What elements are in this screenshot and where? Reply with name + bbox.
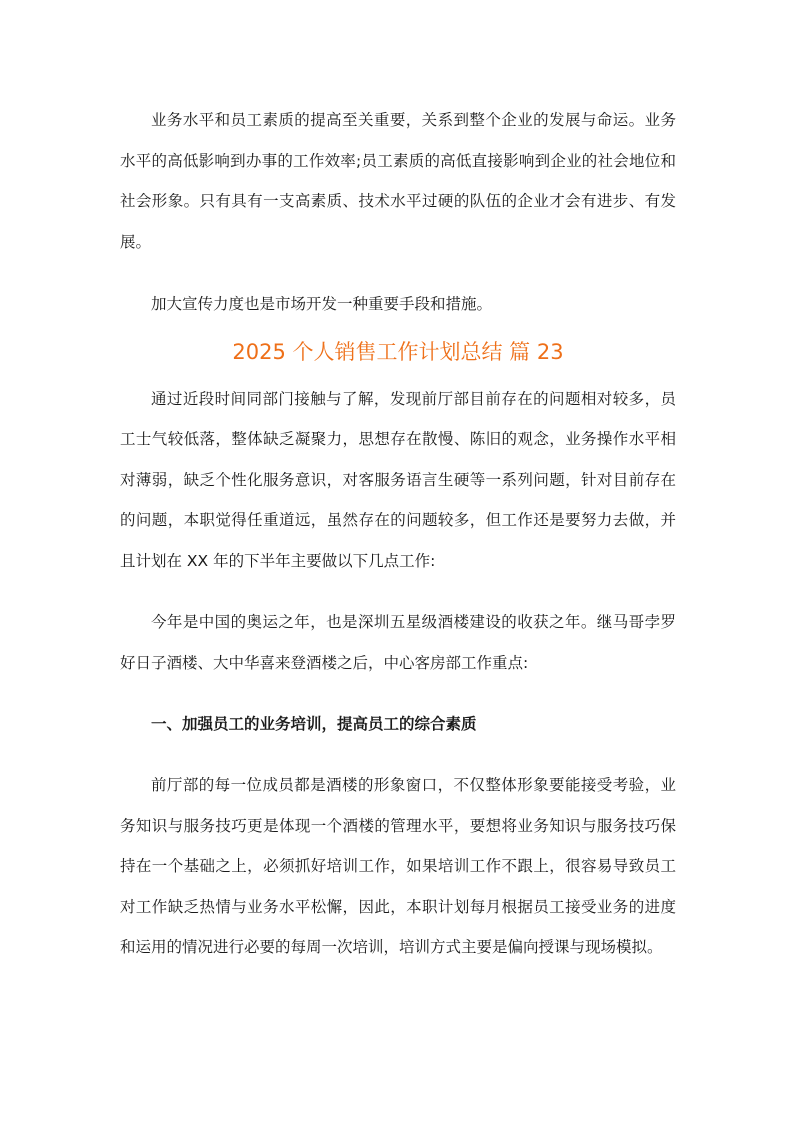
paragraph-observations: 通过近段时间同部门接触与了解，发现前厅部目前存在的问题相对较多，员工士气较低落，整体缺乏凝聚力，思想存在散慢、陈旧的观念，业务操作水平相对薄弱，缺乏个性化服务意识，对客服务语言生硬等一系列问题，针对目前存在的问题，本职觉得任重道远，虽然存在的问题较多，但工作还是要努力去做，并且计划在 XX 年的下半年主要做以下几点工作:: [120, 389, 676, 570]
subheading-training: 一、加强员工的业务培训，提高员工的综合素质: [151, 715, 477, 733]
paragraph-training: 前厅部的每一位成员都是酒楼的形象窗口，不仅整体形象要能接受考验，业务知识与服务技巧更是体现一个酒楼的管理水平，要想将业务知识与服务技巧保持在一个基础之上，必须抓好培训工作，如果培训工作不跟上，很容易导致员工对工作缺乏热情与业务水平松懈，因此，本职计划每月根据员工接受业务的进度和运用的情况进行必要的每周一次培训，培训方式主要是偏向授课与现场模拟。: [120, 776, 676, 956]
paragraph-publicity: 加大宣传力度也是市场开发一种重要手段和措施。: [151, 295, 493, 313]
paragraph-olympic-year: 今年是中国的奥运之年，也是深圳五星级酒楼建设的收获之年。继马哥孛罗好日子酒楼、大中华喜来登酒楼之后，中心客房部工作重点:: [120, 613, 676, 672]
paragraph-quality: 业务水平和员工素质的提高至关重要，关系到整个企业的发展与命运。业务水平的高低影响到办事的工作效率;员工素质的高低直接影响到企业的社会地位和社会形象。只有具有一支高素质、技术水平过硬的队伍的企业才会有进步、有发展。: [120, 111, 676, 251]
section-title: 2025 个人销售工作计划总结 篇 23: [232, 339, 564, 364]
document-page: [120, 100, 676, 968]
